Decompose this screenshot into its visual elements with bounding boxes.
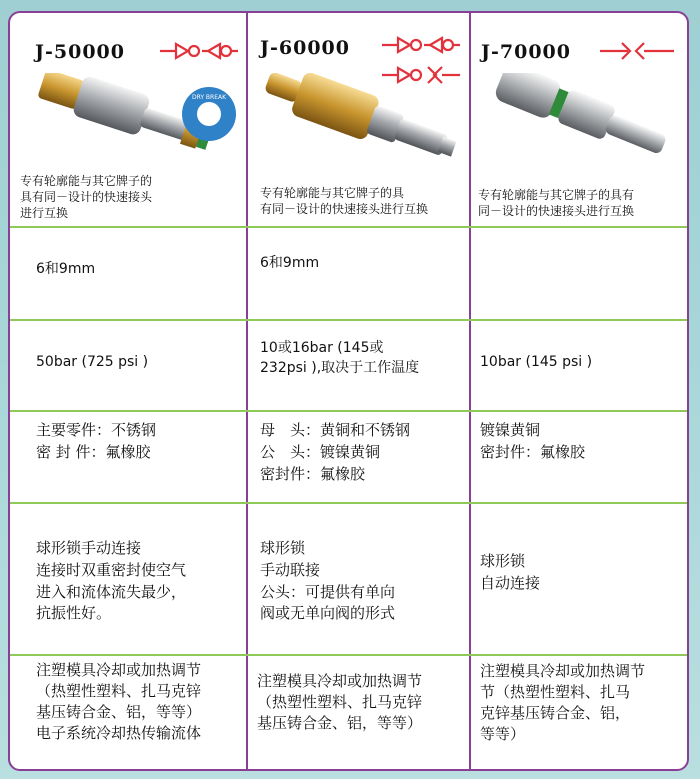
size-j60000: 6和9mm	[260, 255, 320, 271]
features-j60000: 球形锁 手动联接 公头：可提供有单向 阀或无单向阀的形式	[260, 539, 396, 623]
row-divider	[10, 502, 687, 504]
application-j70000: 注塑模具冷却或加热调节 节（热塑性塑料、扎马 克锌基压铸合金、铝， 等等）	[480, 662, 646, 743]
coupling-symbol-icon	[158, 41, 240, 61]
material-j50000: 主要零件：不锈钢 密 封 件：氟橡胶	[36, 421, 157, 461]
comparison-table	[8, 11, 689, 771]
row-divider	[10, 654, 687, 656]
model-title-j70000: J-70000	[481, 41, 571, 63]
description-j60000: 专有轮廓能与其它牌子的具 有同－设计的快速接头进行互换	[260, 186, 429, 217]
description-j70000: 专有轮廓能与其它牌子的具有 同－设计的快速接头进行互换	[478, 188, 635, 219]
row-divider	[10, 226, 687, 228]
coupling-symbol-open-icon	[598, 41, 676, 61]
svg-text:DRY BREAK: DRY BREAK	[191, 94, 227, 101]
model-title-j50000: J-50000	[35, 41, 125, 63]
features-j50000: 球形锁手动连接 连接时双重密封使空气 进入和流体流失最少， 抗振性好。	[36, 539, 187, 623]
coupling-photo-j70000	[480, 73, 680, 191]
application-j60000: 注塑模具冷却或加热调节 （热塑性塑料、扎马克锌 基压铸合金、铝，等等）	[257, 672, 423, 732]
material-j60000: 母 头：黄铜和不锈钢 公 头：镀镍黄铜 密封件：氟橡胶	[260, 421, 411, 483]
size-j50000: 6和9mm	[36, 261, 96, 277]
pressure-j70000: 10bar (145 psi )	[480, 354, 593, 370]
pressure-j50000: 50bar (725 psi )	[36, 354, 149, 370]
description-j50000: 专有轮廓能与其它牌子的 具有同－设计的快速接头 进行互换	[20, 174, 153, 221]
dry-break-badge-icon	[180, 85, 238, 143]
row-divider	[10, 319, 687, 321]
application-j50000: 注塑模具冷却或加热调节 （热塑性塑料、扎马克锌 基压铸合金、铝，等等） 电子系统冷却热传输流体	[36, 661, 202, 742]
coupling-symbol-icon	[380, 35, 462, 55]
row-divider	[10, 410, 687, 412]
model-title-j60000: J-60000	[260, 37, 350, 59]
material-j70000: 镀镍黄铜 密封件：氟橡胶	[480, 421, 586, 461]
features-j70000: 球形锁 自动连接	[480, 552, 541, 592]
coupling-photo-j60000	[255, 73, 467, 191]
pressure-j60000: 10或16bar (145或 232psi ),取决于工作温度	[260, 340, 420, 377]
